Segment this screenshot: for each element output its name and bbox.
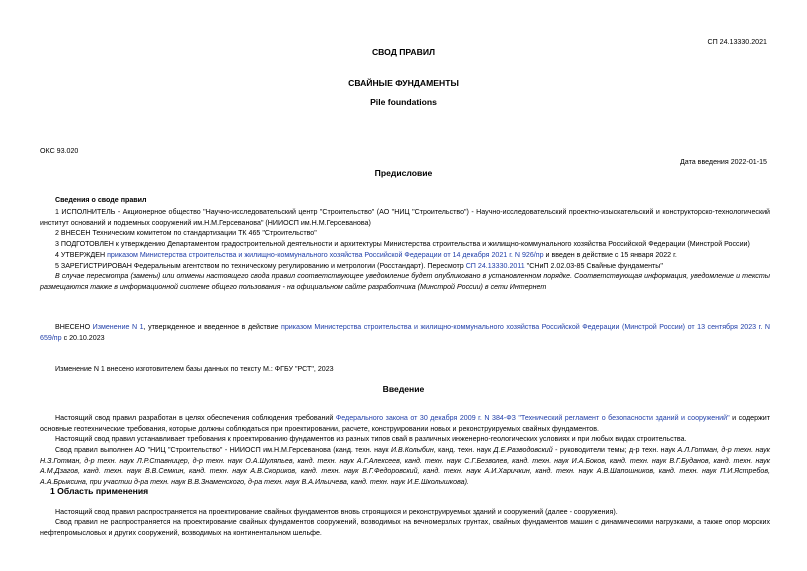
amendment-1-link[interactable]: Изменение N 1	[92, 323, 144, 331]
introduction-paragraph-1: Настоящий свод правил разработан в целях обеспечения соблюдения требований Федерального закона от 30 декабря 2009 г. N 384-ФЗ "Технический регламент о безопасности зданий и сооружений" и содержит основные геотехнические требования, которые должны соблюдаться при проектировании, расчете, конструировании новых и реконструируемых свайных фундаментов.	[40, 414, 771, 433]
preface-item-4: 4 УТВЕРЖДЕН приказом Министерства строительства и жилищно-коммунального хозяйства Российской Федерации от 14 декабря 2021 г. N 926/пр и введен в действие с 15 января 2022 г.	[55, 251, 677, 259]
preface-item-2: 2 ВНЕСЕН Техническим комитетом по стандартизации ТК 465 "Строительство"	[55, 229, 317, 237]
scope-paragraph-2: Свод правил не распространяется на проектирование свайных фундаментов сооружений, возводимых на вечномерзлых грунтах, свайных фундаментов машин с динамическими нагрузками, а также опор морских нефтепромысловых и других сооружений, возводимых на континентальном шельфе.	[40, 518, 770, 537]
oks-code: ОКС 93.020	[40, 147, 79, 155]
preface-item-5: 5 ЗАРЕГИСТРИРОВАН Федеральным агентством по техническому регулированию и метрологии (Росстандарт). Пересмотр СП 24.13330.2011 "СНиП 2.02.03-85 Свайные фундаменты"	[55, 262, 663, 270]
preface-heading: Предисловие	[374, 168, 433, 178]
order-926-link[interactable]: приказом Министерства строительства и жилищно-коммунального хозяйства Российской Федерации от 14 декабря 2021 г. N 926/пр	[107, 251, 544, 259]
introduction-date: Дата введения 2022-01-15	[680, 158, 767, 166]
document-code: СП 24.13330.2021	[707, 38, 767, 46]
about-heading: Сведения о своде правил	[55, 196, 147, 204]
section-1-heading: 1 Область применения	[50, 486, 149, 496]
scope-paragraph-1: Настоящий свод правил распространяется на проектирование свайных фундаментов вновь строящихся и реконструируемых зданий и сооружений (далее - сооружения).	[55, 508, 618, 516]
sp-2011-link[interactable]: СП 24.13330.2011	[465, 262, 525, 270]
document-title: СВАЙНЫЕ ФУНДАМЕНТЫ	[348, 78, 459, 88]
preface-item-3: 3 ПОДГОТОВЛЕН к утверждению Департаментом градостроительной деятельности и архитектуры Министерства строительства и жилищно-коммунального хозяйства Российской Федерации (Минстрой России)	[55, 240, 750, 248]
introduction-paragraph-2: Настоящий свод правил устанавливает требования к проектированию фундаментов из разных типов свай в различных инженерно-геологических условиях и при любых видах строительства.	[55, 435, 687, 443]
preface-item-1: 1 ИСПОЛНИТЕЛЬ - Акционерное общество "Научно-исследовательский центр "Строительство" (АО "НИЦ "Строительство") - Научно-исследовательский проектно-изыскательский и конструкторско-технологический институт оснований и подземных сооружений им.Н.М.Герсеванова" (НИИОСП им.Н.М.Герсеванова)	[40, 208, 770, 227]
amendment-info: ВНЕСЕНО Изменение N 1, утвержденное и введенное в действие приказом Министерства строительства и жилищно-коммунального хозяйства Российской Федерации (Минстрой России) от 13 сентября 2023 г. N 659/пр с 20.10.2023	[40, 323, 771, 342]
order-659-link[interactable]: приказом Министерства строительства и жилищно-коммунального хозяйства Российской Федерации (Минстрой России) от 13 сентября 2023 г. N 659/пр	[40, 323, 771, 342]
amendment-note: Изменение N 1 внесено изготовителем базы данных по тексту М.: ФГБУ "РСТ", 2023	[55, 365, 334, 373]
introduction-heading: Введение	[382, 384, 425, 394]
introduction-paragraph-3: Свод правил выполнен АО "НИЦ "Строительство" - НИИОСП им.Н.М.Герсеванова (канд. техн. наук И.В.Колыбин, канд. техн. наук Д.Е.Разводовский - руководители темы; д-р техн. наук А.Л.Готман, д-р техн. наук Н.З.Готман, д-р техн. наук Л.Р.Ставницер, д-р техн. наук О.А.Шуляпьев, канд. техн. наук А.Г.Алексеев, канд. техн. наук С.Г.Безволев, канд. техн. наук И.А.Боков, канд. техн. наук В.Г.Буданов, канд. техн. наук А.М.Дзагов, канд. техн. наук В.В.Семкин, канд. техн. наук А.В.Скориков, канд. техн. наук В.Г.Федоровский, канд. техн. наук А.И.Харичкин, канд. техн. наук А.В.Шапошников, канд. техн. наук П.И.Ястребов, А.А.Брыксина, при участии д-ра техн. наук В.В.Знаменского, д-ра техн. наук В.А.Ильичева, канд. техн. наук И.Е.Школышкова).	[40, 446, 770, 486]
federal-law-384-link[interactable]: Федерального закона от 30 декабря 2009 г. N 384-ФЗ "Технический регламент о безопасности зданий и сооружений"	[335, 414, 730, 422]
document-title-english: Pile foundations	[370, 97, 437, 107]
revision-notice: В случае пересмотра (замены) или отмены настоящего свода правил соответствующее уведомление будет опубликовано в установленном порядке. Соответствующая информация, уведомление и тексты размещаются также в информационной системе общего пользования - на официальном сайте разработчика (Минстрой России) в сети Интернет	[40, 272, 770, 291]
document-type-title: СВОД ПРАВИЛ	[371, 47, 436, 57]
